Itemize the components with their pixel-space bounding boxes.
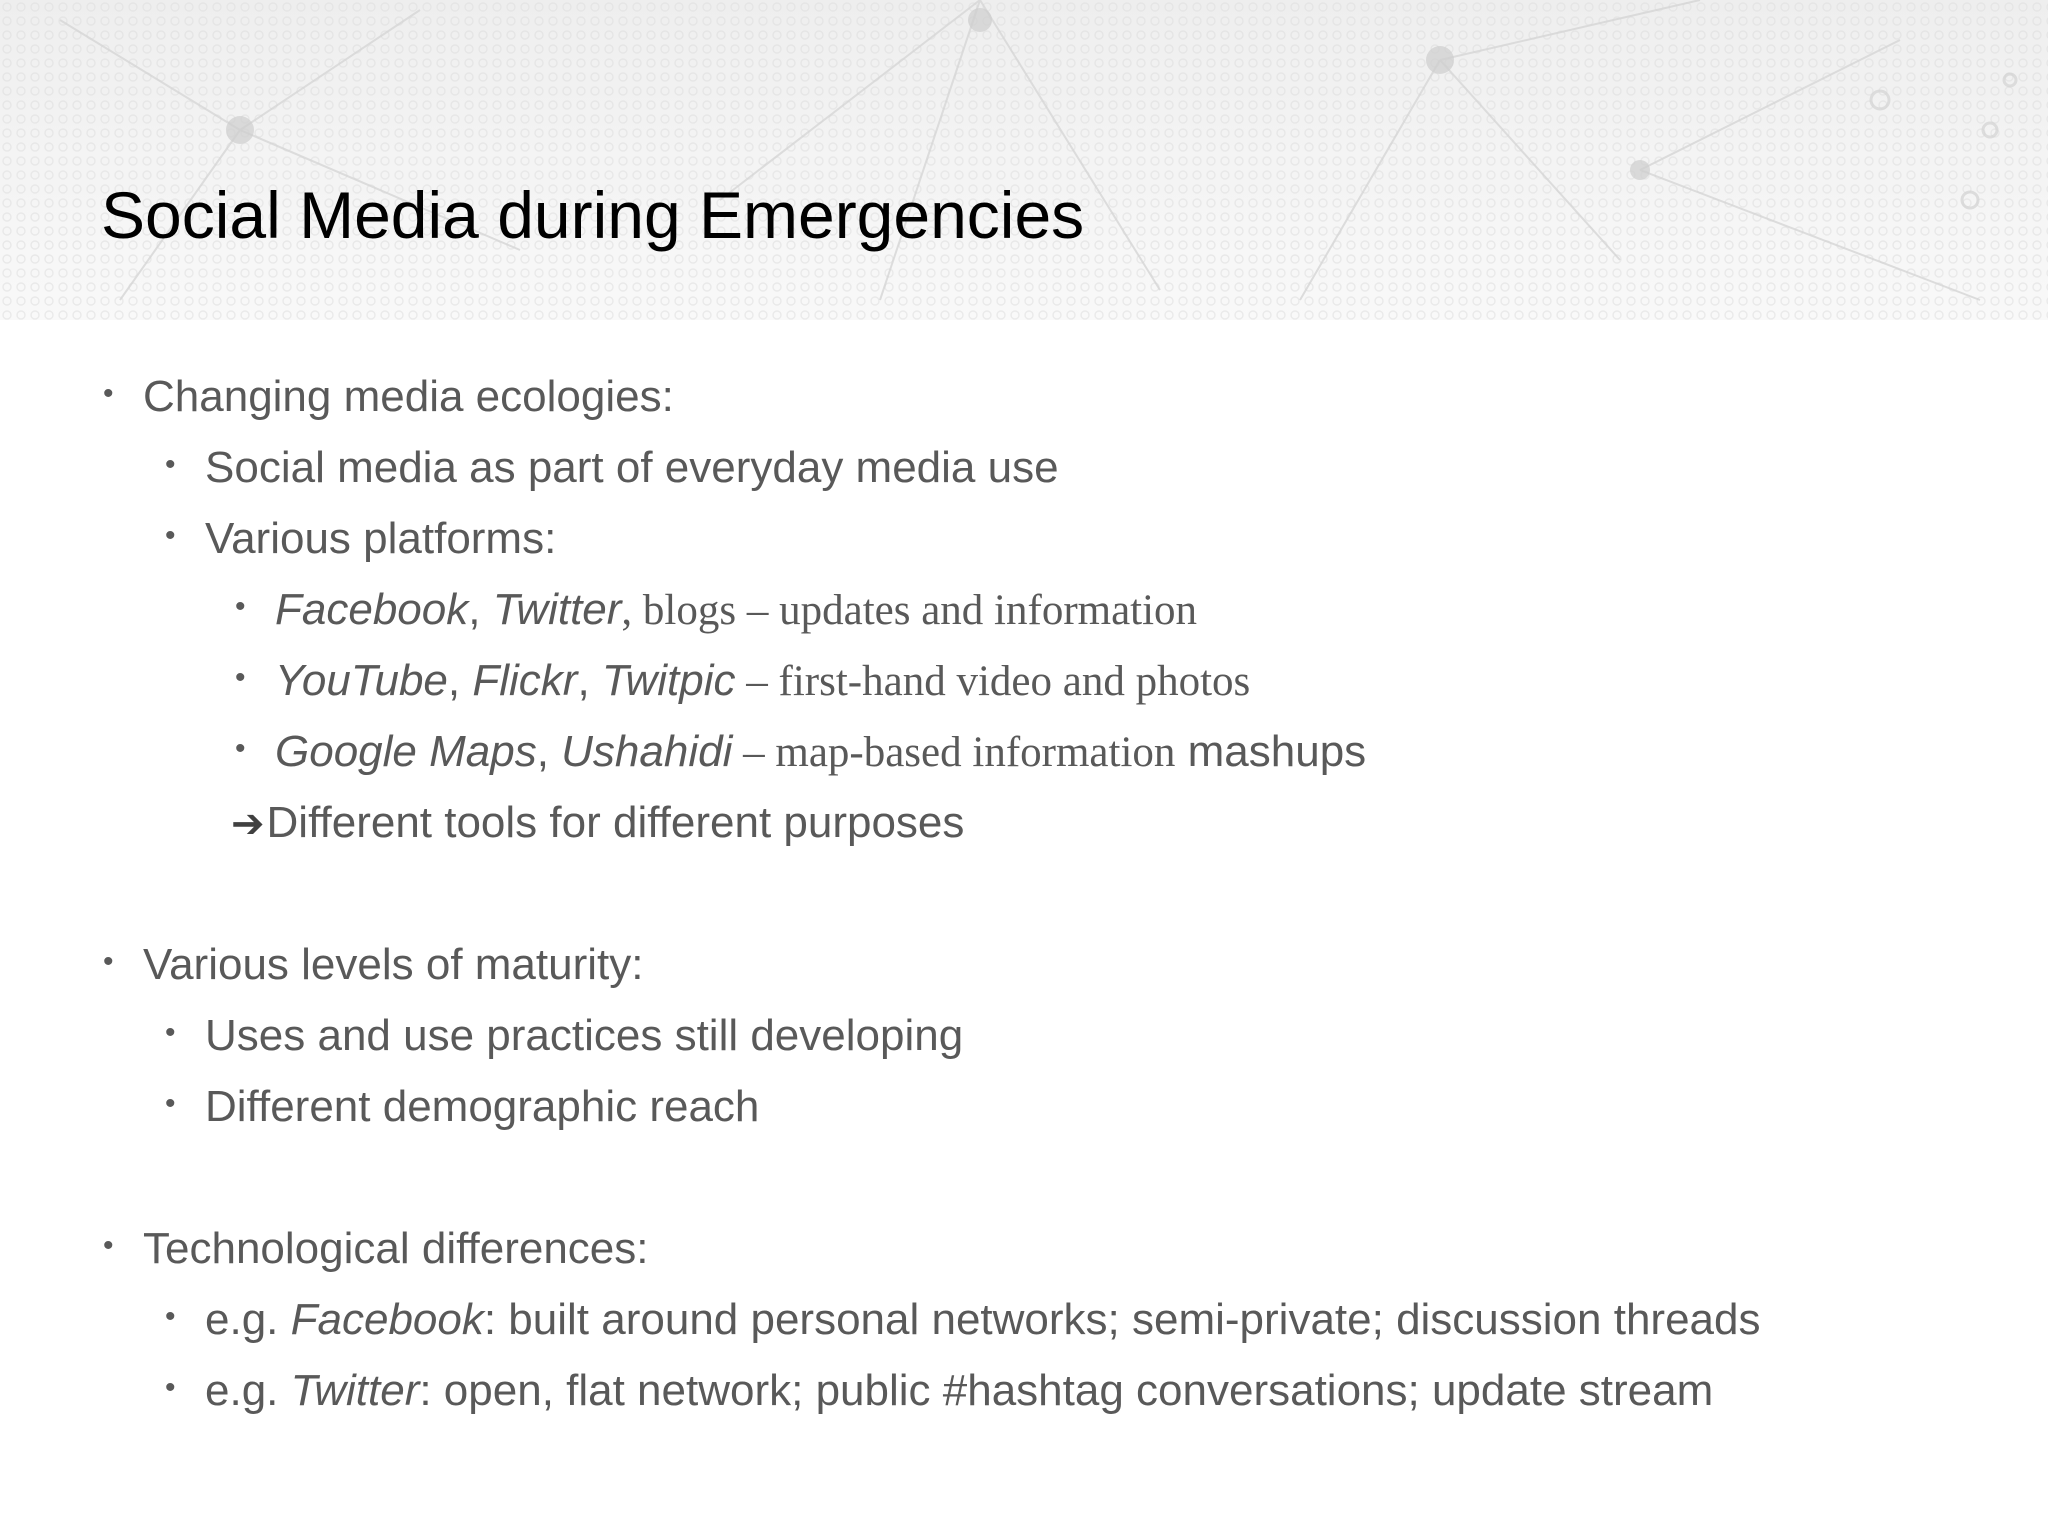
conclusion-text: Different tools for different purposes [266,798,965,847]
example-name: Facebook [290,1295,484,1344]
bullet-text: Various levels of maturity: [143,940,644,989]
platform-name: Facebook [275,585,469,634]
separator: , [536,727,562,776]
bullet-uses-developing [101,1011,1988,1085]
platform-name: YouTube [275,656,448,705]
bullet-changing-media [101,372,1988,446]
bullet-everyday-use [101,443,1988,517]
platform-name: Twitpic [601,656,736,705]
example-prefix: e.g. [205,1366,291,1415]
bullet-example-twitter [101,1366,1988,1440]
bullet-dot: • [165,1087,176,1120]
separator: , [577,656,602,705]
bullet-dot: • [235,661,246,694]
bullet-platform-facebook-twitter [101,585,1988,659]
example-text: : open, flat network; public #hashtag conversations; update stream [419,1366,1714,1415]
bullet-platform-youtube-flickr-twitpic [101,656,1988,730]
bullet-text: Different demographic reach [205,1082,760,1131]
arrow-right-icon: ➔ [231,802,265,846]
platform-name: Flickr [472,656,578,705]
platform-name: Ushahidi [561,727,733,776]
bullet-various-platforms [101,514,1988,588]
bullet-dot: • [165,519,176,552]
platform-name: Twitter [492,585,622,634]
platform-description: – map-based information [732,729,1176,776]
bullet-levels-of-maturity [101,940,1988,1014]
bullet-text: Uses and use practices still developing [205,1011,964,1060]
bullet-dot: • [235,732,246,765]
bullet-platform-maps-ushahidi [101,727,1988,801]
bullet-technological-differences [101,1224,1988,1298]
header-background-image [0,0,2048,320]
platform-description: – updates and information [736,587,1198,634]
separator: , [447,656,473,705]
example-name: Twitter [290,1366,420,1415]
platform-suffix: mashups [1175,727,1367,776]
separator: , [468,585,493,634]
slide-title: Social Media during Emergencies [101,178,1085,252]
platform-name: Google Maps [275,727,537,776]
bullet-dot: • [165,1016,176,1049]
bullet-dot: • [235,590,246,623]
bullet-dot: • [165,1300,176,1333]
platform-description: – first-hand video and photos [735,658,1251,705]
example-text: : built around personal networks; semi-private; discussion threads [483,1295,1761,1344]
bullet-text: Technological differences: [143,1224,649,1273]
bullet-text: Changing media ecologies: [143,372,674,421]
bullet-dot: • [103,377,114,410]
bullet-dot: • [103,1229,114,1262]
conclusion-line [101,798,1988,872]
bullet-text: Various platforms: [205,514,557,563]
platform-extra: , blogs [621,587,737,634]
bullet-dot: • [165,448,176,481]
bullet-text: Social media as part of everyday media use [205,443,1059,492]
bullet-dot: • [165,1371,176,1404]
bullet-dot: • [103,945,114,978]
slide-body [101,372,1988,1440]
example-prefix: e.g. [205,1295,291,1344]
bullet-demographic-reach [101,1082,1988,1156]
bullet-example-facebook [101,1295,1988,1369]
